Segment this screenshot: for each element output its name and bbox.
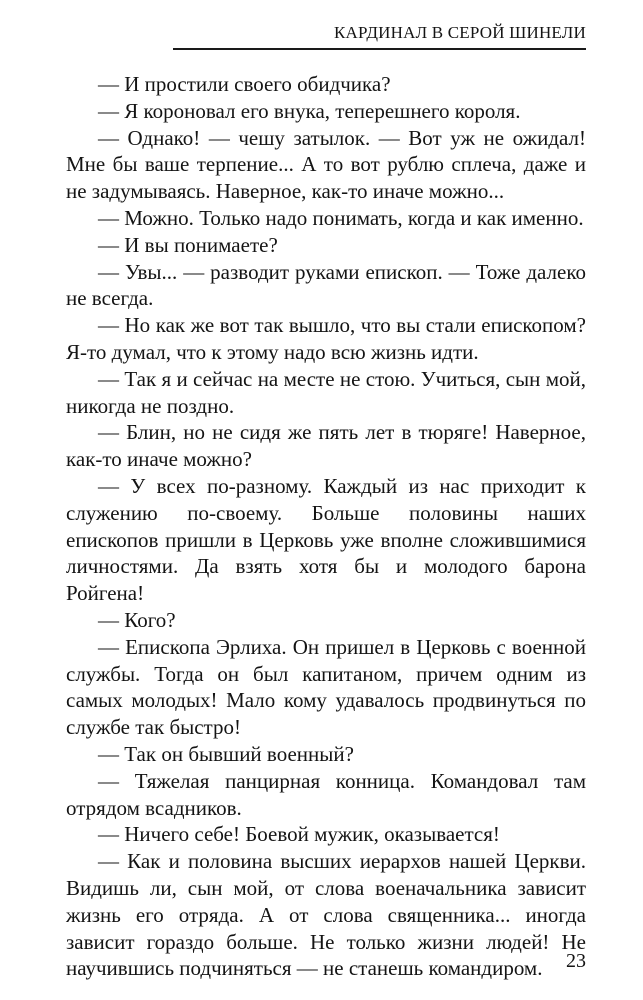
paragraph: — И простили своего обидчика? bbox=[98, 72, 391, 96]
paragraph: — Я короновал его внука, теперешнего короля. bbox=[98, 98, 521, 123]
paragraph: — Кого? bbox=[98, 607, 176, 632]
paragraph: — Однако! — чешу затылок. — Вот уж не ожидал! Мне бы ваше терпение... А то вот рублю сплеча, даже и не задумываясь. Наверное, как-то иначе можно... bbox=[66, 125, 586, 204]
paragraph: — Епископа Эрлиха. Он пришел в Церковь с военной службы. Тогда он был капитаном, причем одним из самых молодых! Мало кому удавалось продвинуться по службе так быстро! bbox=[66, 634, 586, 740]
paragraph: — Ничего себе! Боевой мужик, оказывается! bbox=[98, 822, 500, 847]
paragraph: — Так я и сейчас на месте не стою. Учиться, сын мой, никогда не поздно. bbox=[66, 366, 586, 418]
running-header: КАРДИНАЛ В СЕРОЙ ШИНЕЛИ bbox=[173, 18, 586, 50]
paragraph: — Увы... — разводит руками епископ. — Тоже далеко не всегда. bbox=[66, 259, 586, 311]
paragraph: — Так он бывший военный? bbox=[98, 741, 354, 766]
paragraph: — Блин, но не сидя же пять лет в тюряге! Наверное, как-то иначе можно? bbox=[66, 420, 586, 472]
paragraph: — И вы понимаете? bbox=[98, 232, 278, 257]
paragraph: — У всех по-разному. Каждый из нас приходит к служению по-своему. Больше половины наших епископов пришли в Церковь уже вполне сложившимися личностями. Да взять хотя бы и молодого барона Ройгена! bbox=[66, 473, 586, 606]
paragraph: — Можно. Только надо понимать, когда и как именно. bbox=[98, 205, 584, 230]
paragraph: — Тяжелая панцирная конница. Командовал там отрядом всадников. bbox=[66, 768, 586, 820]
page-number: 23 bbox=[566, 950, 586, 972]
paragraph: — Как и половина высших иерархов нашей Церкви. Видишь ли, сын мой, от слова военачальника зависит жизнь его отряда. А от слова священника... иногда зависит гораздо больше. Не только жизни людей! Не научившись подчиняться — не станешь командиром. bbox=[66, 849, 586, 981]
body-text bbox=[66, 71, 586, 982]
paragraph: — Но как же вот так вышло, что вы стали епископом? Я-то думал, что к этому надо всю жизнь идти. bbox=[66, 313, 586, 364]
